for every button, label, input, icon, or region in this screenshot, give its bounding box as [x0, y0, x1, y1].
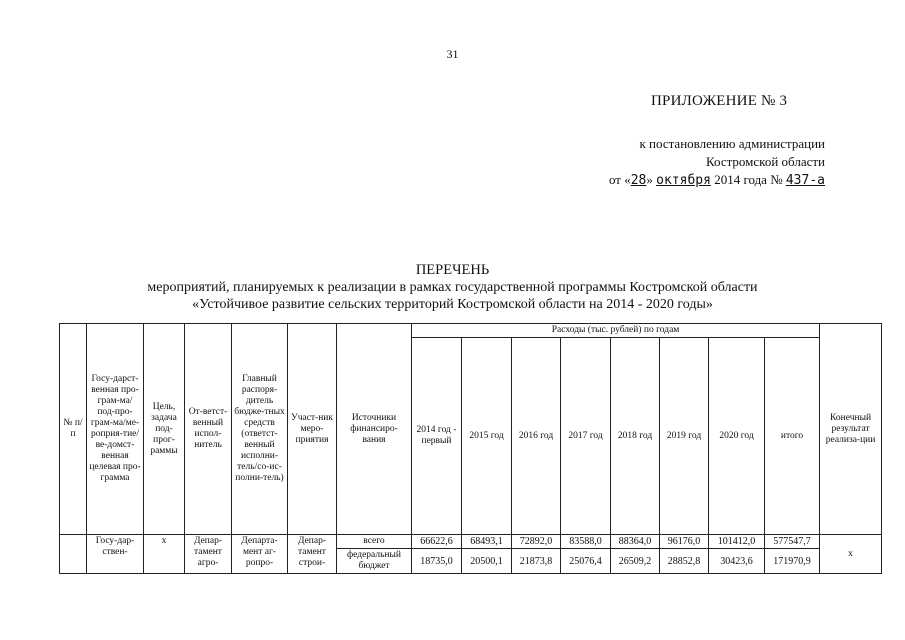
appendix-heading: ПРИЛОЖЕНИЕ № 3	[651, 93, 788, 109]
header-year-2015: 2015 год	[462, 338, 512, 535]
header-responsible: От-ветст-венный испол-нитель	[185, 324, 232, 535]
resolution-day: 28	[630, 173, 647, 188]
resolution-line-3	[425, 171, 825, 190]
value-total-2018: 88364,0	[611, 535, 660, 549]
value-total-2017: 83588,0	[561, 535, 611, 549]
resolution-quote-close: »	[646, 172, 653, 187]
resolution-from: от «	[608, 172, 631, 187]
header-participant: Участ-ник меро-приятия	[288, 324, 337, 535]
title-main: ПЕРЕЧЕНЬ	[415, 262, 490, 278]
page-number: 31	[446, 47, 459, 61]
header-goal: Цель, задача под-прог-раммы	[144, 324, 185, 535]
row-main-manager: Департа-мент аг-ропро-	[232, 535, 288, 574]
measures-table	[59, 323, 882, 574]
row-participant: Депар-тамент строи-	[288, 535, 337, 574]
row-responsible: Депар-тамент агро-	[185, 535, 232, 574]
resolution-number: 437-а	[785, 173, 825, 188]
value-total-2014: 66622,6	[412, 535, 462, 549]
row-result: х	[820, 535, 882, 574]
value-total-2015: 68493,1	[462, 535, 512, 549]
value-federal-2017: 25076,4	[561, 549, 611, 574]
header-year-2018: 2018 год	[611, 338, 660, 535]
header-year-2019: 2019 год	[660, 338, 709, 535]
header-result: Конечный результат реализа-ции	[820, 324, 882, 535]
header-sources: Источники финансиро-вания	[337, 324, 412, 535]
value-total-2019: 96176,0	[660, 535, 709, 549]
value-total-2016: 72892,0	[512, 535, 561, 549]
value-federal-2014: 18735,0	[412, 549, 462, 574]
row-goal: х	[144, 535, 185, 574]
resolution-month: октября	[656, 173, 711, 188]
value-federal-sum: 171970,9	[765, 549, 820, 574]
value-federal-2019: 28852,8	[660, 549, 709, 574]
title-line-2: мероприятий, планируемых к реализации в рамках государственной программы Костромской области	[147, 280, 758, 295]
row-num	[60, 535, 87, 574]
value-total-2020: 101412,0	[709, 535, 765, 549]
value-federal-2020: 30423,6	[709, 549, 765, 574]
header-expenses: Расходы (тыс. рублей) по годам	[412, 324, 820, 338]
document-title	[0, 262, 905, 313]
title-line-3: «Устойчивое развитие сельских территорий Костромской области на 2014 - 2020 годы»	[192, 297, 713, 312]
source-total: всего	[337, 535, 412, 549]
value-federal-2015: 20500,1	[462, 549, 512, 574]
header-year-2014: 2014 год - первый	[412, 338, 462, 535]
resolution-year: 2014 года №	[714, 172, 783, 187]
header-year-2020: 2020 год	[709, 338, 765, 535]
header-year-2017: 2017 год	[561, 338, 611, 535]
header-program: Госу-дарст-венная про-грам-ма/под-про-грам-ма/ме-роприя-тие/ве-домст-венная целевая про-грамма	[87, 324, 144, 535]
source-federal: федеральный бюджет	[337, 549, 412, 574]
header-total: итого	[765, 338, 820, 535]
row-program: Госу-дар-ствен-	[87, 535, 144, 574]
value-federal-2018: 26509,2	[611, 549, 660, 574]
value-federal-2016: 21873,8	[512, 549, 561, 574]
value-total-sum: 577547,7	[765, 535, 820, 549]
resolution-reference	[425, 135, 825, 190]
resolution-line-1: к постановлению администрации	[639, 136, 825, 151]
resolution-line-2: Костромской области	[705, 154, 825, 169]
header-main-manager: Главный распоря-дитель бюдже-тных средств (ответст-венный исполни-тель/со-ис-полни-тель)	[232, 324, 288, 535]
header-num: № п/п	[60, 324, 87, 535]
header-year-2016: 2016 год	[512, 338, 561, 535]
